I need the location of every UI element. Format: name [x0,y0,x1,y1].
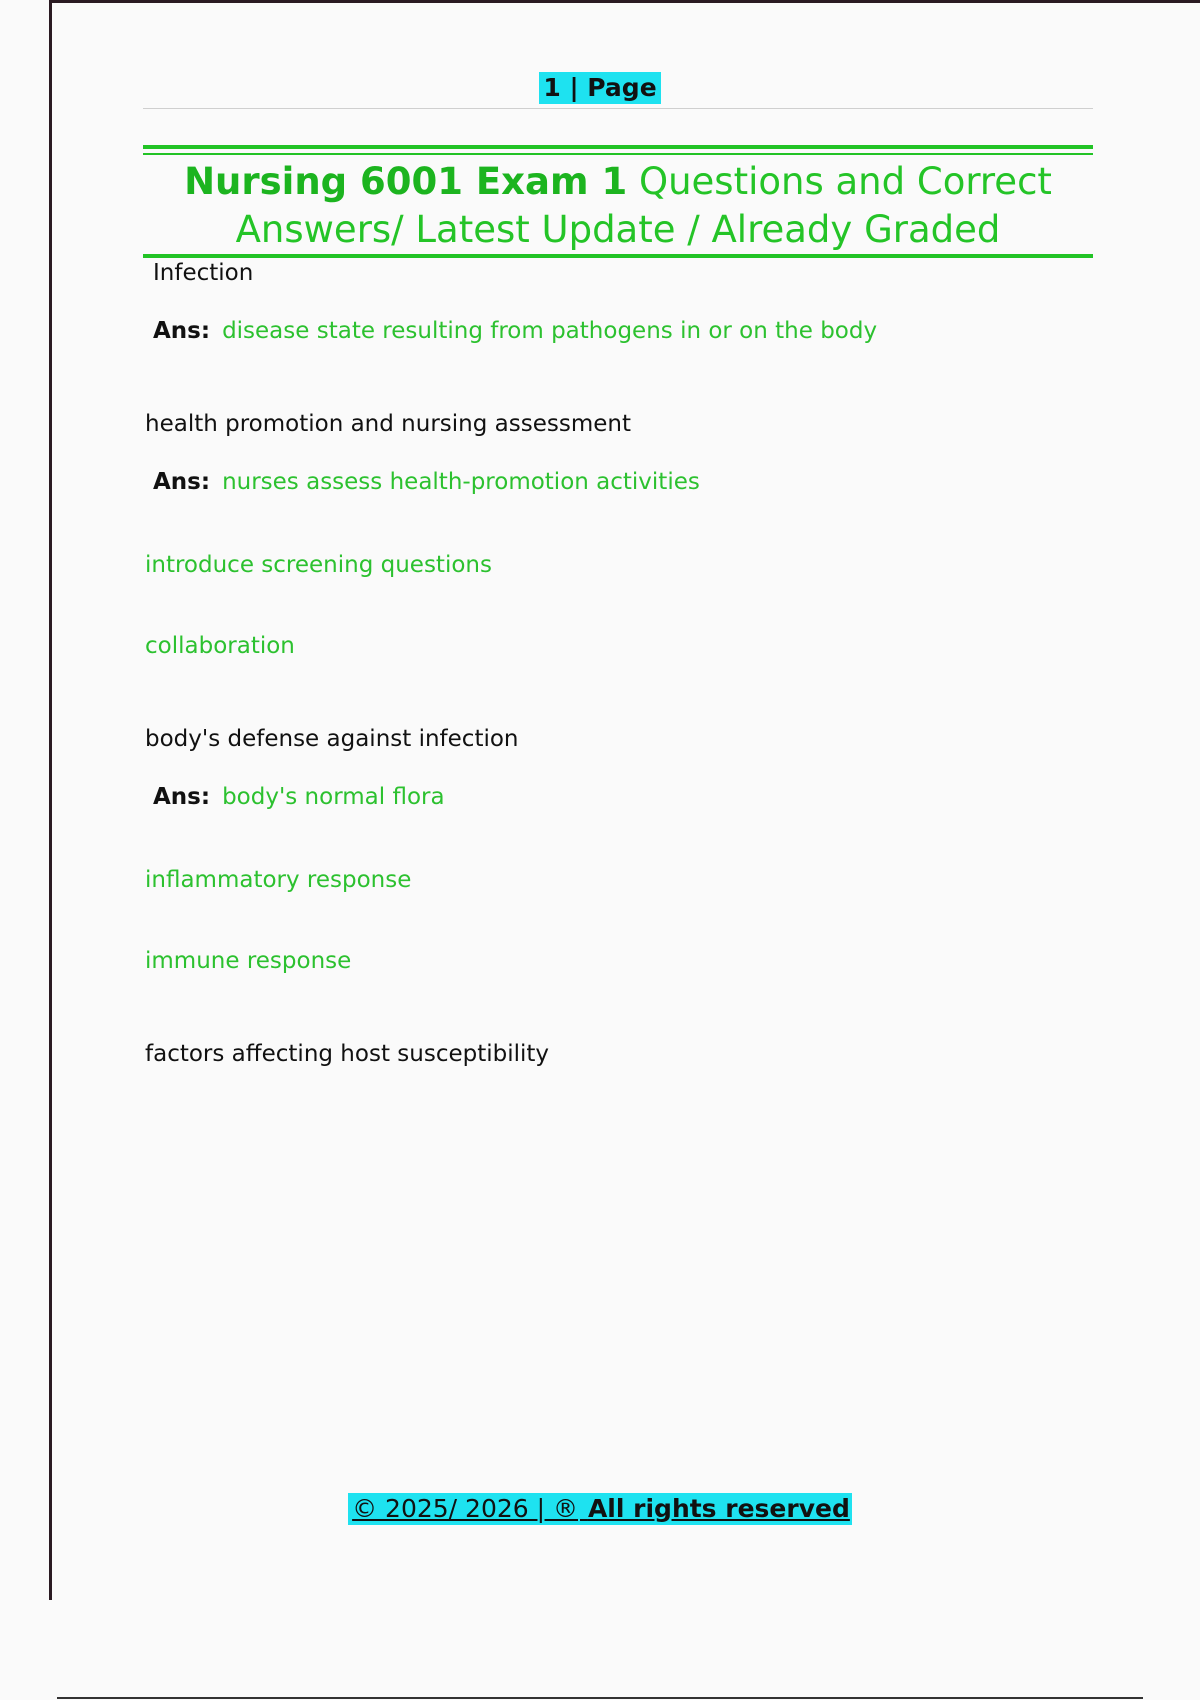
question-text: factors affecting host susceptibility [145,1041,550,1067]
header-divider [143,108,1093,109]
title-rule-top-thin [143,153,1093,155]
question-text: body's defense against infection [145,726,519,752]
qa-content [145,258,1095,1069]
answer-line [145,782,1095,812]
answer-label: Ans: [153,784,211,810]
title-regular: Questions and Correct Answers/ Latest Update / Already Graded [235,160,1052,251]
page-number: 1 | Page [539,72,660,104]
page-header [0,72,1200,104]
answer-extra: introduce screening questions [145,552,492,578]
copyright-notice [348,1493,852,1525]
answer-label: Ans: [153,469,211,495]
footer-copyright [0,1493,1200,1525]
bottom-rule [57,1697,1143,1699]
answer-line [145,316,1095,346]
document-title [143,158,1093,254]
question-text: health promotion and nursing assessment [145,411,631,437]
answer-text: body's normal flora [222,784,445,810]
copyright-bold: All rights reserved [587,1494,850,1523]
answer-extra: inflammatory response [145,867,412,893]
title-bold: Nursing 6001 Exam 1 [184,160,628,203]
answer-line [145,467,1095,497]
answer-text: nurses assess health-promotion activities [222,469,700,495]
answer-extra: immune response [145,948,352,974]
question-text: Infection [153,260,254,286]
copyright-prefix: © 2025/ 2026 | ® [352,1494,578,1523]
answer-extra: collaboration [145,633,295,659]
title-rule-top [143,145,1093,149]
answer-label: Ans: [153,318,211,344]
answer-text: disease state resulting from pathogens in or on the body [222,318,878,344]
